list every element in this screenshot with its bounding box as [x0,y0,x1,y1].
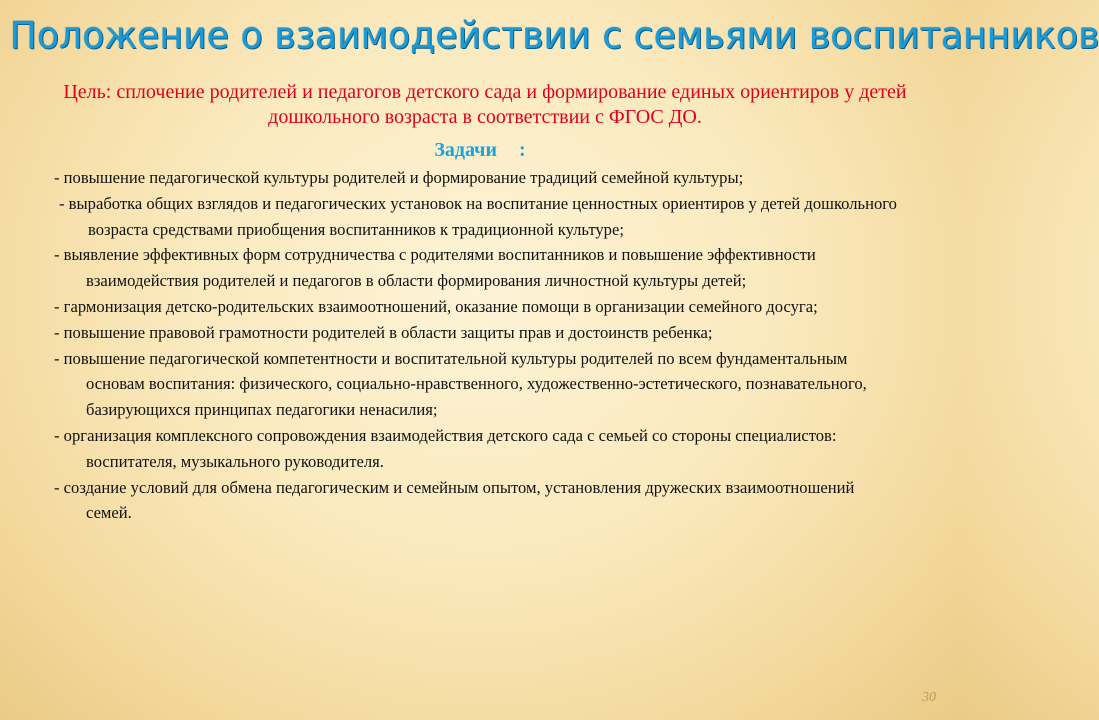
task-item: - гармонизация детско-родительских взаимоотношений, оказание помощи в организации семейного досуга; [54,296,818,316]
task-item: - организация комплексного сопровождения взаимодействия детского сада с семьей со стороны специалистов: воспитателя, музыкального руководителя. [54,425,837,471]
page-number: 30 [922,690,936,705]
tasks-list [54,165,904,526]
tasks-heading [0,138,960,162]
tasks-heading-colon: : [519,139,526,161]
goal-text: Цель: сплочение родителей и педагогов детского сада и формирование единых ориентиров у детей дошкольного возраста в соответствии с ФГОС ДО. [63,81,907,128]
task-item: - повышение педагогической культуры родителей и формирование традиций семейной культуры; [54,168,744,187]
task-item: - выработка общих взглядов и педагогических установок на воспитание ценностных ориентиров у детей дошкольного возраста средствами приобщения воспитанников к традиционной культуре; [59,193,897,239]
task-item: - повышение педагогической компетентности и воспитательной культуры родителей по всем фундаментальным основам воспитания: физического, социально-нравственного, художественно-эстетического, познавательного, базирующихся принципах педагогики ненасилия; [54,348,867,420]
task-item: - создание условий для обмена педагогическим и семейным опытом, установления дружеских взаимоотношений семей. [54,477,855,523]
task-item: - повышение правовой грамотности родителей в области защиты прав и достоинств ребенка; [54,322,713,342]
task-item: - выявление эффективных форм сотрудничества с родителями воспитанников и повышение эффективности взаимодействия родителей и педагогов в области формирования личностной культуры детей; [54,245,816,291]
slide-title: Положение о взаимодействии с семьями воспитанников [9,14,1099,57]
tasks-heading-label: Задачи [434,139,497,161]
